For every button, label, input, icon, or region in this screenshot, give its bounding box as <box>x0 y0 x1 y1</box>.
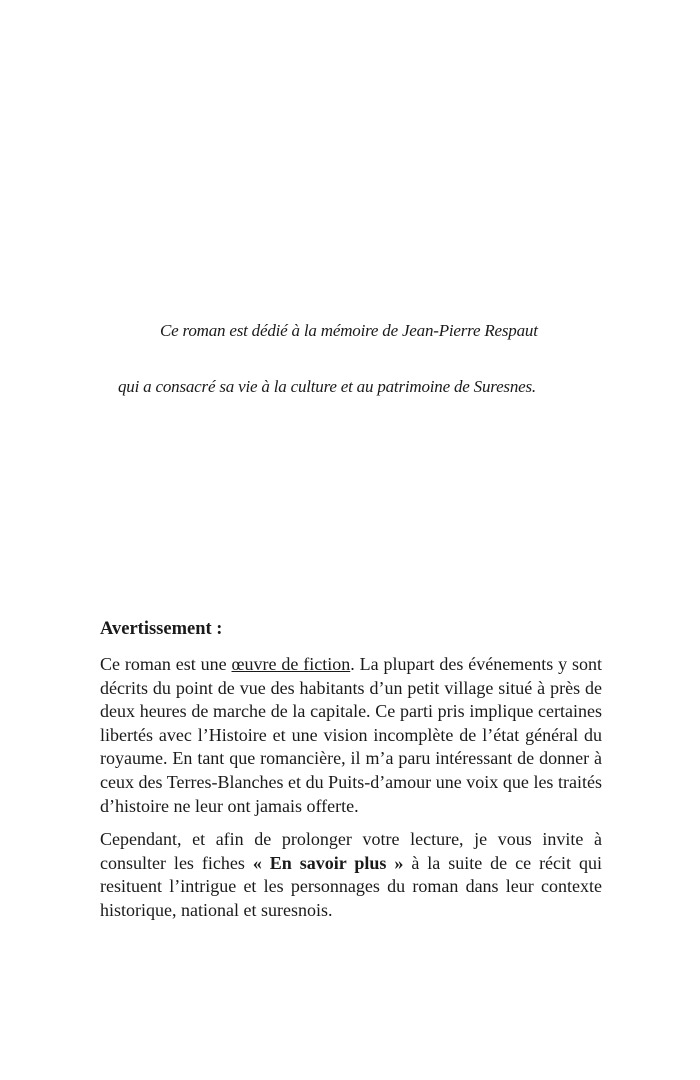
dedication-line-1: Ce roman est dédié à la mémoire de Jean-Pierre Respaut <box>160 321 538 340</box>
warning-section <box>100 617 602 933</box>
warning-p2-text-start: Cependant, et afin de prolonger votre lecture, je vous invite à consulter les fiches <box>100 829 602 873</box>
warning-paragraph-2 <box>100 828 602 922</box>
warning-p1-text-end: . La plupart des événements y sont décrits du point de vue des habitants d’un petit village situé à près de deux heures de marche de la capitale. Ce parti pris implique certaines libertés avec l’Histoire et une vision incomplète de l’état général du royaume. En tant que romancière, il m’a paru intéressant de donner à ceux des Terres-Blanches et du Puits-d’amour une voix que les traités d’histoire ne leur ont jamais offerte. <box>100 654 602 816</box>
dedication-line-2: qui a consacré sa vie à la culture et au patrimoine de Suresnes. <box>118 377 536 396</box>
warning-p1-text-start: Ce roman est une <box>100 654 232 674</box>
warning-paragraph-1 <box>100 653 602 818</box>
warning-title: Avertissement : <box>100 619 223 639</box>
warning-p2-text-end: à la suite de ce récit qui resituent l’intrigue et les personnages du roman dans leur contexte historique, national et suresnois. <box>100 852 602 920</box>
en-savoir-plus-label: « En savoir plus » <box>252 852 404 873</box>
fiction-link[interactable]: œuvre de fiction <box>231 654 351 674</box>
